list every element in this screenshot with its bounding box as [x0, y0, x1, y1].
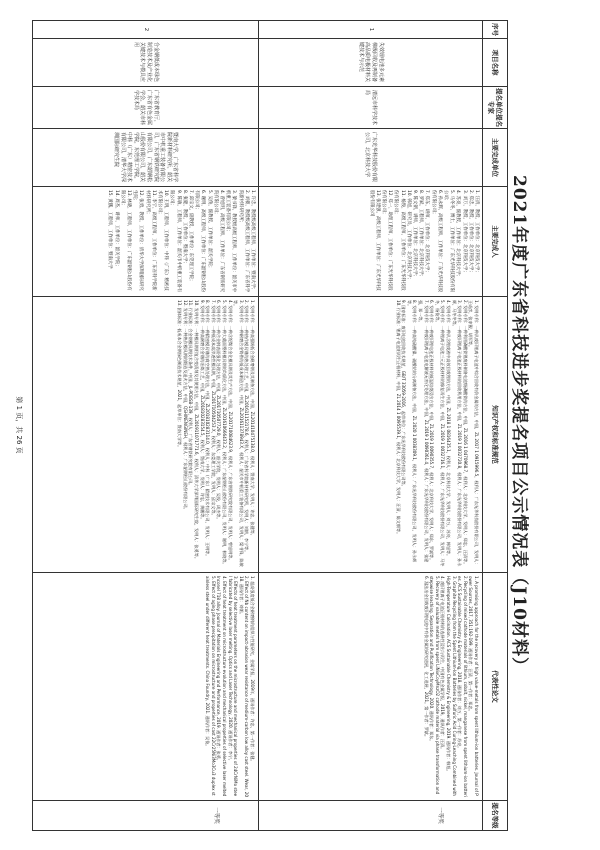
representative-papers-line: 3. Graphite Recycling from the Spent Lithium-Ion Batteries by Sulfuric Acid Curing-Leaching Combined with High-Temperature Calcination. ACS Sustainable Chemistry & Engineering, 2019. 通讯作者：韩旭。 — [446, 576, 457, 797]
completion-persons-line: 13. 林晓，工程师，工作单位：广东韶钢松山股份有限公司； — [119, 190, 131, 291]
completion-persons-line: 11. 李宁，高级工程师，工作单位：广东省科学院新材料研究所； — [144, 190, 156, 291]
representative-papers — [259, 573, 483, 801]
row-number: 1 — [259, 21, 483, 39]
ip-standards-line: 13. 团体标准：低成本合金钢绿色制造技术规范，2021，起草单位：暨南大学等。 — [177, 300, 183, 450]
representative-papers-line: 3. Effects of heat treatment parameters on the microstructure and mechanical properties of 24CrNiMo steel fabricated by selective laser melting. Optics and Laser Technology, 2020. 通讯作者：李宁。 — [227, 576, 239, 797]
table-row — [259, 21, 483, 831]
completion-persons-line: 10. 韩旭，研究员，工作单位：北京科技大学； — [405, 190, 411, 282]
completion-persons-line: 2. 刘朝，教授级高级工程师，工作单位：广东省科学院新材料研究所； — [237, 190, 249, 293]
ip-standards-line: 10. 发明专利：一种模具钢用复合变质剂及其使用方法，中国，ZL201911071771.6，权利人：清华大学深圳国际研究生院，发明人：张勇等。 — [194, 300, 200, 561]
completion-persons-line: 13. 张建强，高级工程师，工作单位：广东光华科技股份有限公司 — [368, 190, 380, 291]
ip-standards-line: 6. 发明专利：一种合金钢表面强化处理方法，中国，ZL201710507729.0，权利人：韶关学院，发明人：吴俊，周杰等。 — [216, 300, 222, 522]
completion-persons-line: 14. 周杰，讲师，工作单位：韶关学院； — [113, 190, 119, 269]
representative-papers-line: 2. Recycling of mixed cathode materials of lithium, cobalt, nickel, manganese from spent lithium-ion batteries. ACS Sustainable Chemistry & Engineering, 2018. 通讯作者：刘万，第一作者：苏亮。 — [457, 576, 468, 797]
ip-standards-line: 8. 发明专利：一种精密模具钢的真空热处理方法，中国，ZL201810283114.0，权利人：中科（广东）精密技术有限公司，发明人：王明等。 — [205, 300, 211, 559]
representative-papers-line: 5. Effect of aging phase precipitation on microstructure and properties of cast 22Cr25Ni3Mo3Cu3 duplex stainless steel under different heat treatments. China Foundry, 2021. 通讯作者：吴俊。 — [205, 576, 216, 796]
completion-persons-line: 12. 郑一，助理工程师，工作单位：广东光华科技股份有限公司； — [380, 190, 393, 291]
completion-persons-line: 5. 马冬冬，博士，工作单位：广东光华科技股份有限公司； — [442, 190, 455, 293]
header-papers: 代表性论文 — [483, 573, 508, 801]
page-title: 2021年度广东省科技进步奖提名项目公示情况表（J10材料） — [509, 174, 529, 675]
completion-persons-line: 4. 曾旭明，高级工程师，工作单位：广东省钢铁研究院有限公司； — [212, 190, 224, 293]
ip-standards-line: 8. 发明专利：一种高纯硫酸镍、硫酸钴的分离制备方法，中国，ZL 2020 1 0038309.1，权利人：广东光华科技股份有限公司，发明人：孙永辉等。 — [406, 300, 418, 563]
completion-units: 暨南大学，广东省科学院新材料研究所，韶关市中机重工装备有限公司，广东省钢铁研究院有限公司，广东韶钢松山股份有限公司，韶关学院，东莞理工学院，中科（广东）精密技术有限公司，清华大学深圳国际研究生院 — [33, 129, 259, 187]
completion-persons-line: 6. 谢明，高级工程师，工作单位：广东韶钢松山股份有限公司； — [194, 190, 206, 293]
ip-standards — [33, 297, 259, 573]
completion-persons-line: 1. 汪清，教授，工作单位：北京科技大学； — [474, 190, 479, 275]
header-project: 项目名称 — [483, 39, 508, 87]
project-name: 失效锂电池多元素梯级回收及再制备高品质电极材料关键技术与示范 — [259, 39, 483, 87]
completion-persons-line: 8. 张健，教授，工作单位：暨南大学； — [181, 190, 187, 266]
ip-standards-line: 9. 国家标准：废旧电池回收技术规范，GB/T 33059-2016，起草单位：广东光华科技股份有限公司等。 — [401, 300, 407, 489]
header-no: 序号 — [483, 21, 508, 39]
completion-persons-line: 4. 苏亮，副教授，工作单位：北京科技大学； — [455, 190, 461, 280]
ip-standards-line: 9. 发明专利：一种高耐磨合金钢的冶炼工艺，中国，ZL201810283154.5，权利人：暨南大学，发明人：许忠，黄鹏等。 — [199, 300, 205, 522]
ip-standards-line: 4. 发明专利：一种从含锂废液中高效回收锂的方法，中国，ZL 2018 1 0816435.1，权利人：北京科技大学，发明人：刘万，苏亮，韩旭等。 — [446, 300, 452, 559]
header-ip: 知识产权和标准规范 — [483, 297, 508, 573]
completion-persons-line: 15. 黄鹏，工程师，工作单位：暨南大学 — [107, 190, 113, 269]
nominator: 广东省教育厅，广东省有色金属学会，韶关市科学技术局 — [33, 87, 259, 129]
completion-persons-line: 8. 罗斌，工程师，工作单位：北京科技大学； — [418, 190, 424, 280]
completion-persons-line: 6. 孙永辉，高级工程师，工作单位：广东光华科技股份有限公司； — [430, 190, 442, 293]
ip-standards-line: 5. 发明专利：一种大截面塑料模具钢的均质化方法，中国，ZL201610666433.2，权利人：广东韶钢松山股份有限公司，发明人：谢明，林晓等。 — [222, 300, 228, 567]
nomination-grade: 一等奖 — [259, 801, 483, 831]
ip-standards-line: 3. 发明专利：一种废旧锂离子电池正极材料的回收利用方法，中国，ZL 2019 1 0032720.8，权利人：广东光华科技股份有限公司，发明人：孙永辉，马冬冬等。 — [451, 300, 463, 567]
completion-persons-line: 12. 张勇，教授，工作单位：清华大学深圳国际研究生院； — [132, 190, 144, 291]
representative-papers-line: 2. Effect of Nb content on impact-abrasion wear resistance of medium-carbon low alloy cast steel. Wear, 2018. 通讯作者：刘朝。 — [238, 576, 250, 798]
ip-standards-line: 7. 发明专利：一种废旧锂离子电池电解液无害化处理方法，中国，ZL 2019 1 0090361.4，权利人：广东光华科技股份有限公司，发明人：张建强，郑一等。 — [418, 300, 429, 563]
ip-standards-line: 4. 发明专利：一种含铌微合金化模具钢及其生产方法，中国，ZL201710084623.9，权利人：广东省钢铁研究院有限公司，发明人：曾旭明等。 — [227, 300, 233, 563]
page-footer: 第 1 页，共 26 页 — [15, 396, 23, 454]
completion-persons — [259, 187, 483, 297]
ip-standards-line: 12. 发明专利：一种热作模具钢的锻造及退火方法，中国，QSHINENGINEH，权利人：广东韶钢松山股份有限公司。 — [182, 300, 188, 512]
representative-papers-line: 6. 湿法冶金回收废旧锂电池中有价金属的研究进展，化工进展，2021。第一作者：罗斌。 — [423, 576, 429, 739]
ip-standards-line: 2. 发明专利：一种热作模具钢的热处理工艺，中国，ZL201611152178.6，权利人：广东省科学院新材料研究所，发明人：刘朝，李宁等。 — [244, 300, 250, 555]
representative-papers-line: 1. 超高强度低合金耐磨钢的组织与性能研究，金属学报，2019年，通讯作者：许忠，第一作者：张健。 — [250, 576, 255, 764]
header-units: 主要完成单位 — [483, 129, 508, 187]
ip-standards — [259, 297, 483, 573]
completion-persons-line: 11. 杨俊，高级工程师，工作单位：广东光华科技股份有限公司； — [393, 190, 405, 291]
representative-papers — [33, 573, 259, 801]
nominator: 清远市科学技术局 — [259, 87, 483, 129]
representative-papers-line: 4. Effect of heat treatment on microstructure evolution and mechanical properties of selective laser melted Inconel 718 alloy. Journal of Materials Engineering and Performance, 2019. 通讯作者：张勇。 — [216, 576, 228, 797]
ip-standards-line: 1. 发明专利：一种高强韧低合金耐磨钢及其制备方法，中国，ZL201410475138.0，权利人：暨南大学，发明人：许忠，张健等。 — [250, 300, 255, 538]
ip-standards-line: 7. 发明专利：一种低成本高淬透性模具钢，中国，ZL201710504253.X，权利人：东莞理工学院，发明人：邱宗文等。 — [210, 300, 216, 518]
header-nominator: 提名单位提名专家 — [483, 87, 508, 129]
completion-persons-line: 3. 梁书锋，教授级高级工程师，工作单位：韶关市中机重工装备有限公司； — [225, 190, 237, 293]
ip-standards-line: 10. 行业标准：锂离子电池用再生正极材料，中国，ZL 2014 1 0095539.1，权利人：北京科技大学，发明人：汪清，陈文朝等。 — [395, 300, 401, 537]
ip-standards-line: 11. 行业标准：合金钢模具钢技术条件，中国，JL-PDBSB-139，权利人：广东省钢铁研究院有限公司。 — [188, 300, 194, 488]
representative-papers-line: 4. 废旧锂离子电池正极材料的选择性浸出与再生，中国有色金属学报，2019。通讯作者：汪清。 — [440, 576, 446, 752]
table-row — [33, 21, 259, 831]
nomination-grade: 一等奖 — [33, 801, 259, 831]
completion-units: 广东光华科技股份有限公司，北京科技大学 — [259, 129, 483, 187]
representative-papers-line: 5. Recovery of valuable metals from spent LiNixCoyMnzO2 cathode material via phase transformation and stepwise leaching. Separation and Purification Technology, 2020. 通讯作者：郑东。 — [429, 576, 440, 795]
table-header-row — [483, 21, 508, 831]
completion-persons-line: 3. 刘万，教授，工作单位：北京科技大学； — [461, 190, 467, 275]
completion-persons-line: 5. 吴俊，副教授，工作单位：韶关学院； — [206, 190, 212, 271]
ip-standards-line: 5. 发明专利：一种锂离子电池三元正极材料的修复再生方法，中国，ZL 2019 1 0032716.1，权利人：广东光华科技股份有限公司，发明人：马冬冬，杨俊等。 — [434, 300, 446, 567]
ip-standards-line: 2. 发明专利：一种利用磷酸铁锂废料制备电池级磷酸铁的方法，中国，ZL 2016 1 0470968.7，权利人：北京科技大学，发明人：郑忠，汪清等。 — [462, 300, 468, 567]
nomination-table — [32, 20, 508, 831]
completion-persons-line: 7. 邱宗文，副教授，工作单位：东莞理工学院； — [187, 190, 193, 284]
row-number: 2 — [33, 21, 259, 39]
completion-persons-line: 2. 郑忠，教授，工作单位：北京科技大学； — [467, 190, 473, 275]
completion-persons-line: 7. 郑东，讲师，工作单位：北京科技大学； — [424, 190, 430, 275]
header-persons: 主要完成人 — [483, 187, 508, 297]
project-name: 合金钢低成本绿色制造技术及产业化关键技术与模具应用 — [33, 39, 259, 87]
representative-papers-line: 1. A promising approach for the recovery of high value-metals from spent lithium-ion batteries. Journal of Power Sources, 2017, 351:192-199. 通讯作者：汪清，第一作者：郑忠。 — [468, 576, 479, 796]
ip-standards-line: 6. 发明专利：一种废旧锂电池正极材料的低温焙烧浸出方法，中国，ZL 2019 1 0090355.7，权利人：北京科技大学，发明人：郑东，罗斌等。 — [429, 300, 435, 563]
ip-standards-line: 3. 发明专利：一种耐磨合金铸件的低成本制造方法，中国，ZL201611378943.X，权利人：韶关市中机重工装备有限公司，发明人：梁书锋，陈敏等。 — [233, 300, 244, 567]
completion-persons-line: 1. 许忠，教授级高级工程师，工作单位：暨南大学； — [250, 190, 255, 293]
completion-persons-line: 9. 陈文朝，讲师，工作单位：北京科技大学； — [411, 190, 417, 280]
header-grade: 提名等级 — [483, 801, 508, 831]
completion-persons — [33, 187, 259, 297]
completion-persons-line: 10. 王明，工程师，工作单位：中科（广东）精密技术有限公司； — [156, 190, 169, 291]
ip-standards-line: 1. 发明专利：一种从废旧锂离子电池中综合回收有价金属的方法，中国，ZL 2017 1 0915996.5，权利人：广东光华科技股份有限公司，发明人：王成彦，张家靓，胡军等。 — [468, 300, 479, 567]
completion-persons-line: 9. 陈敏，工程师，工作单位：韶关市中机重工装备有限公司； — [169, 190, 181, 293]
